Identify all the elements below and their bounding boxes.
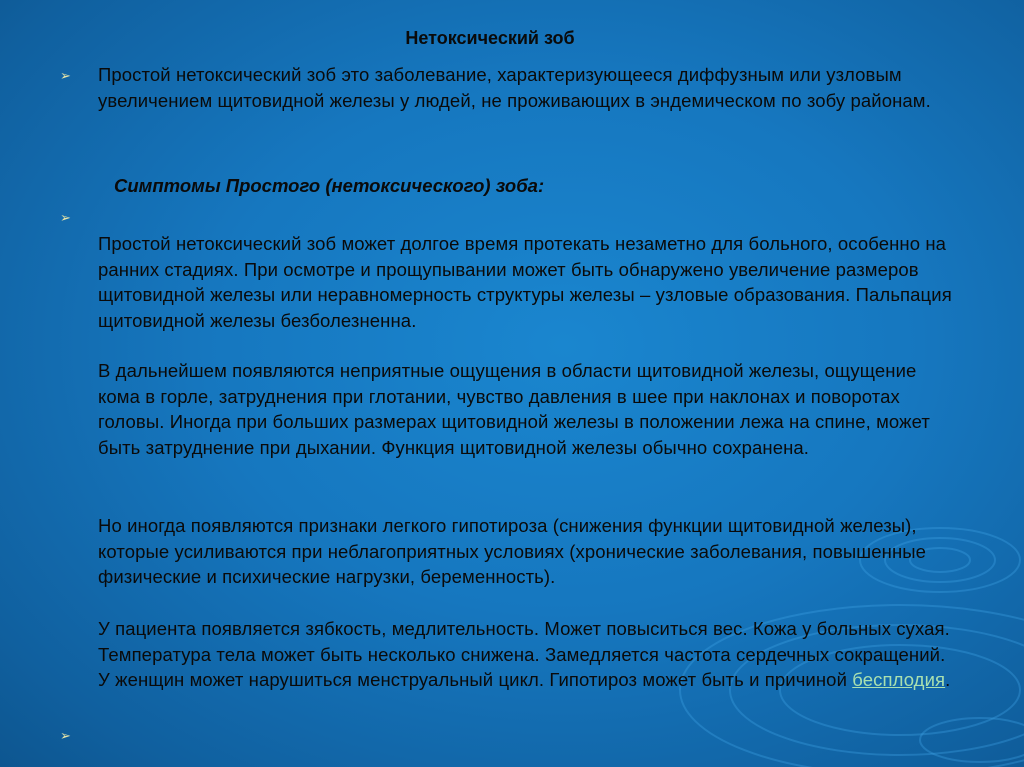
symptoms-paragraph-4 [98, 616, 958, 693]
paragraph-4-text: У пациента появляется зябкость, медлительность. Может повыситься вес. Кожа у больных сухая. Температура тела может быть несколько снижена. Замедляется частота сердечных сокращений. У женщин может нарушиться менструальный цикл. Гипотироз может быть и причиной [98, 618, 950, 690]
symptoms-paragraph-3: Но иногда появляются признаки легкого гипотироза (снижения функции щитовидной железы), которые усиливаются при неблагоприятных условиях (хронические заболевания, повышенные физические и психические нагрузки, беременность). [98, 515, 927, 587]
intro-paragraph: Простой нетоксический зоб это заболевание, характеризующееся диффузным или узловым увеличением щитовидной железы у людей, не проживающих в эндемическом по зобу районам. [98, 64, 931, 111]
paragraph-4-end: . [945, 669, 951, 690]
symptoms-paragraph-2: В дальнейшем появляются неприятные ощущения в области щитовидной железы, ощущение кома в горле, затруднения при глотании, чувство давления в шее при наклонах и поворотах головы. Иногда при больших размерах щитовидной железы в положении лежа на спине, может быть затруднение при дыхании. Функция щитовидной железы обычно сохранена. [98, 360, 930, 458]
infertility-link[interactable]: бесплодия [852, 669, 946, 690]
symptoms-paragraph-1: Простой нетоксический зоб может долгое время протекать незаметно для больного, особенно на ранних стадиях. При осмотре и прощупывании может быть обнаружено увеличение размеров щитовидной железы или неравномерность структуры железы – узловые образования. Пальпация щитовидной железы безболезненна. [98, 233, 952, 331]
bullet-marker-2: ➢ [60, 210, 71, 225]
bullet-marker-1: ➢ [60, 68, 71, 83]
symptoms-heading: Симптомы Простого (нетоксического) зоба: [114, 175, 545, 196]
slide-title: Нетоксический зоб [405, 28, 575, 48]
bullet-marker-3: ➢ [60, 728, 71, 743]
